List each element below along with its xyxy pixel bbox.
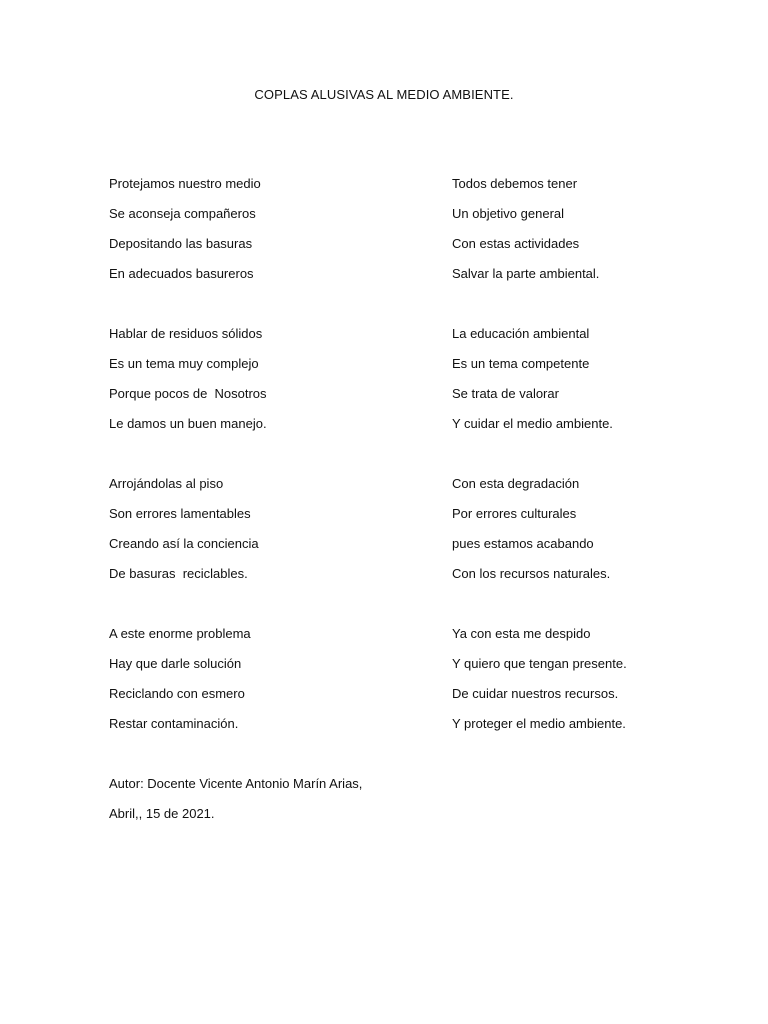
stanza: [452, 476, 627, 626]
verse-line: Se aconseja compañeros: [109, 206, 256, 221]
verse-line: Con esta degradación: [452, 476, 580, 491]
verse-line: Es un tema muy complejo: [109, 356, 259, 371]
verse-line: Depositando las basuras: [109, 236, 253, 251]
verse-line: pues estamos acabando: [452, 536, 594, 551]
verse-line: Hay que darle solución: [109, 656, 242, 671]
verse-line: Creando así la conciencia: [109, 536, 259, 551]
author-line: Autor: Docente Vicente Antonio Marín Arias,: [109, 776, 363, 791]
verse-line: Ya con esta me despido: [452, 626, 591, 641]
verse-line: Le damos un buen manejo.: [109, 416, 267, 431]
verse-line: Se trata de valorar: [452, 386, 559, 401]
stanza: [452, 326, 627, 476]
document-footer: [109, 776, 362, 836]
verse-line: Son errores lamentables: [109, 506, 251, 521]
right-column: [452, 176, 627, 776]
verse-line: Protejamos nuestro medio: [109, 176, 261, 191]
verse-line: Salvar la parte ambiental.: [452, 266, 600, 281]
verse-line: Por errores culturales: [452, 506, 577, 521]
verse-line: Y quiero que tengan presente.: [452, 656, 627, 671]
verse-line: Porque pocos de Nosotros: [109, 386, 267, 401]
stanza: [452, 626, 627, 776]
verse-line: Y cuidar el medio ambiente.: [452, 416, 613, 431]
stanza: [109, 626, 267, 776]
document-title: COPLAS ALUSIVAS AL MEDIO AMBIENTE.: [254, 87, 514, 102]
left-column: [109, 176, 267, 776]
verse-line: En adecuados basureros: [109, 266, 254, 281]
verse-line: Arrojándolas al piso: [109, 476, 224, 491]
verse-line: Hablar de residuos sólidos: [109, 326, 263, 341]
verse-line: Y proteger el medio ambiente.: [452, 716, 626, 731]
verse-line: Restar contaminación.: [109, 716, 239, 731]
stanza: [109, 176, 267, 326]
date-line: Abril,, 15 de 2021.: [109, 806, 215, 821]
verse-line: A este enorme problema: [109, 626, 251, 641]
verse-line: Un objetivo general: [452, 206, 565, 221]
verse-line: Reciclando con esmero: [109, 686, 245, 701]
verse-line: Con los recursos naturales.: [452, 566, 611, 581]
verse-line: La educación ambiental: [452, 326, 590, 341]
verse-line: Con estas actividades: [452, 236, 580, 251]
verse-line: De cuidar nuestros recursos.: [452, 686, 619, 701]
verse-line: Es un tema competente: [452, 356, 590, 371]
stanza: [109, 326, 267, 476]
verse-line: Todos debemos tener: [452, 176, 578, 191]
stanza: [452, 176, 627, 326]
verse-line: De basuras reciclables.: [109, 566, 248, 581]
stanza: [109, 476, 267, 626]
